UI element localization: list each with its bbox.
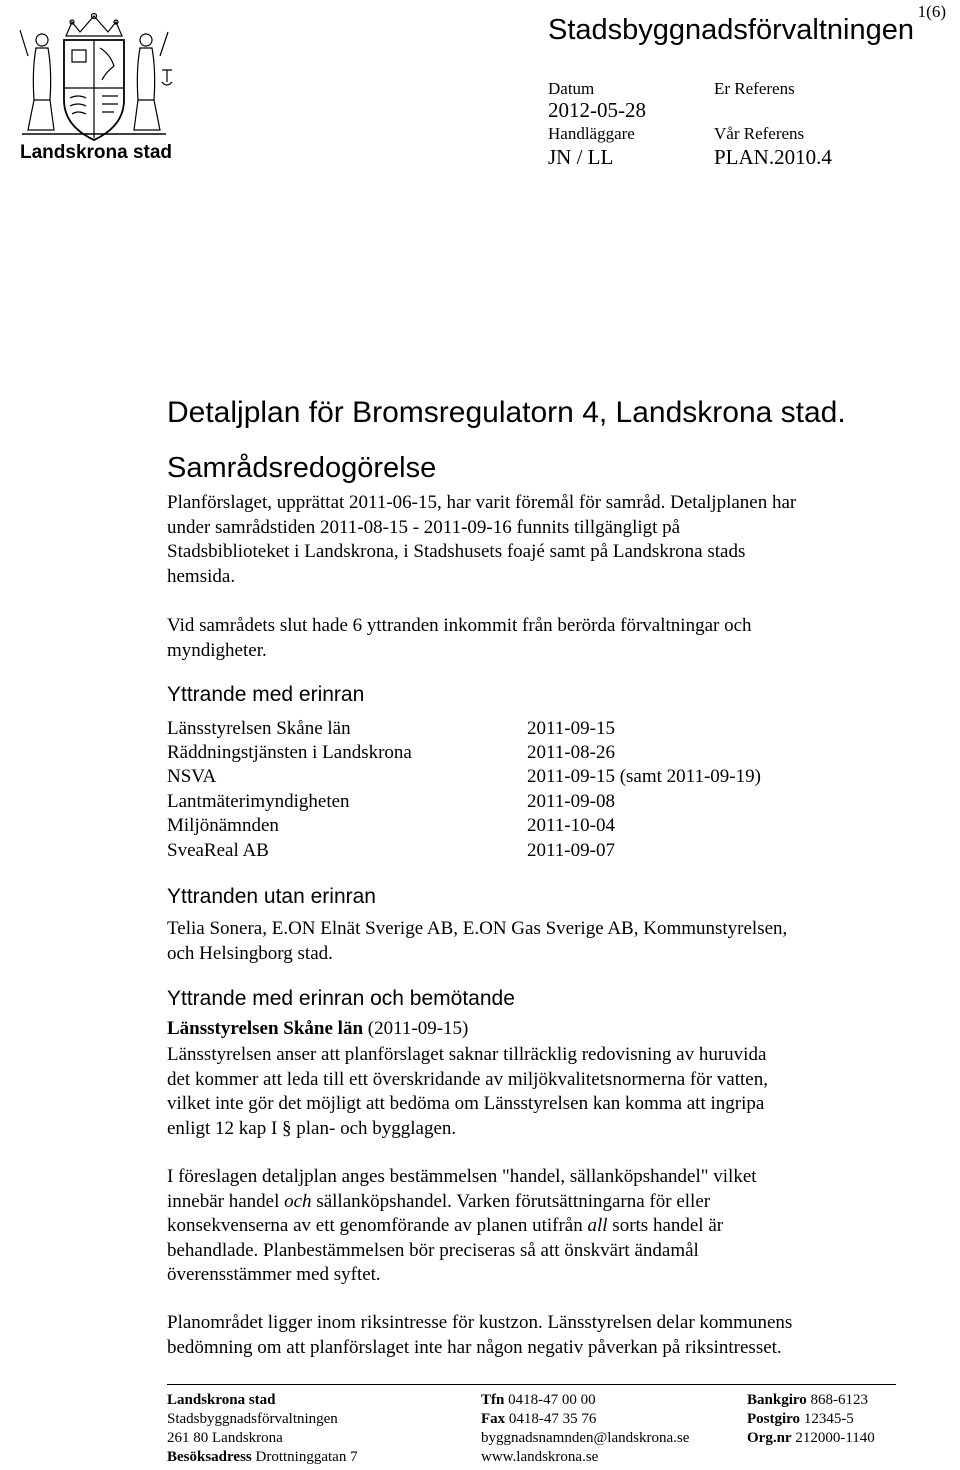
- footer-column-address: [167, 1391, 358, 1467]
- footer-postgiro-value: 12345-5: [800, 1411, 854, 1427]
- footer-bankgiro-value: 868-6123: [806, 1392, 868, 1408]
- text-line: behandlade. Planbestämmelsen bör preciseras så att önskvärt ändamål: [167, 1239, 699, 1261]
- page-number: 1(6): [917, 2, 946, 21]
- text-line: Planförslaget, upprättat 2011-06-15, har varit föremål för samråd. Detaljplanen har: [167, 492, 797, 513]
- row-name: SveaReal AB: [167, 840, 269, 861]
- var-referens-label: Vår Referens: [714, 124, 805, 143]
- text-line: och Helsingborg stad.: [167, 942, 333, 964]
- text-span: sällanköpshandel. Varken förutsättningarna för eller: [311, 1190, 711, 1212]
- text-line: hemsida.: [167, 565, 236, 587]
- text-line: I föreslagen detaljplan anges bestämmelsen "handel, sällanköpshandel" vilket: [167, 1166, 757, 1187]
- footer-org-name: Landskrona stad: [167, 1392, 276, 1408]
- bemotande-paragraph-1: [167, 1043, 867, 1141]
- text-span: innebär handel: [167, 1190, 285, 1212]
- bemotande-paragraph-3: [167, 1311, 867, 1360]
- datum-value: 2012-05-28: [548, 98, 646, 122]
- text-span: sorts handel är: [607, 1215, 724, 1236]
- handlaggare-label: Handläggare: [548, 124, 635, 143]
- department-name: Stadsbyggnadsförvaltningen: [548, 14, 914, 46]
- row-name: Lantmäterimyndigheten: [167, 791, 350, 812]
- row-name: Räddningstjänsten i Landskrona: [167, 742, 412, 763]
- bemotande-paragraph-2: [167, 1165, 867, 1288]
- city-logo: [14, 10, 174, 168]
- row-name: Länsstyrelsen Skåne län: [167, 718, 351, 739]
- document-title: Detaljplan för Bromsregulatorn 4, Landskrona stad.: [167, 396, 846, 429]
- footer-orgnr-label: Org.nr: [747, 1430, 792, 1446]
- list-item: [167, 766, 761, 788]
- text-line: överensstämmer med syftet.: [167, 1264, 381, 1285]
- footer-fax-value: 0418-47 35 76: [505, 1411, 597, 1427]
- footer-bankgiro-label: Bankgiro: [747, 1392, 807, 1408]
- text-line: Stadsbiblioteket i Landskrona, i Stadshusets foajé samt på Landskrona stads: [167, 541, 746, 562]
- text-line: Planområdet ligger inom riksintresse för kustzon. Länsstyrelsen delar kommunens: [167, 1312, 793, 1333]
- footer-postgiro-label: Postgiro: [747, 1411, 801, 1427]
- logo-text: Landskrona stad: [20, 142, 173, 163]
- row-date: 2011-09-15: [527, 718, 615, 739]
- text-line: Telia Sonera, E.ON Elnät Sverige AB, E.ON Gas Sverige AB, Kommunstyrelsen,: [167, 918, 788, 939]
- footer-orgnr-value: 212000-1140: [791, 1430, 875, 1446]
- footer-visit-label: Besöksadress: [167, 1449, 252, 1465]
- row-name: NSVA: [167, 766, 217, 787]
- text-line: Länsstyrelsen anser att planförslaget saknar tillräcklig redovisning av huruvida: [167, 1044, 767, 1065]
- section-heading-utan-erinran: Yttranden utan erinran: [167, 885, 376, 908]
- handlaggare-value: JN / LL: [548, 145, 614, 169]
- text-line: enligt 12 kap I § plan- och bygglagen.: [167, 1117, 457, 1139]
- list-item: [167, 742, 615, 764]
- footer-email-link[interactable]: byggnadsnamnden@landskrona.se: [481, 1430, 690, 1446]
- footer-dept: Stadsbyggnadsförvaltningen: [167, 1411, 338, 1427]
- text-line: bedömning om att planförslaget inte har någon negativ påverkan på riksintresset.: [167, 1336, 782, 1358]
- text-line: myndigheter.: [167, 639, 267, 661]
- row-date: 2011-10-04: [527, 815, 615, 836]
- row-date: 2011-09-15 (samt 2011-09-19): [527, 766, 761, 787]
- utan-erinran-paragraph: [167, 917, 867, 966]
- section-heading-erinran: Yttrande med erinran: [167, 683, 365, 706]
- text-line: vilket inte gör det möjligt att bedöma om Länsstyrelsen kan komma att ingripa: [167, 1093, 765, 1114]
- er-referens-label: Er Referens: [714, 79, 795, 98]
- row-date: 2011-09-08: [527, 791, 615, 812]
- text-line: under samrådstiden 2011-08-15 - 2011-09-16 funnits tillgängligt på: [167, 516, 681, 538]
- footer-city: 261 80 Landskrona: [167, 1430, 283, 1446]
- footer-divider: [167, 1384, 896, 1385]
- list-item: [167, 840, 615, 862]
- datum-label: Datum: [548, 79, 595, 98]
- subheading-bold: Länsstyrelsen Skåne län: [167, 1018, 364, 1039]
- subheading-lansstyrelsen: [167, 1018, 468, 1040]
- var-referens-value: PLAN.2010.4: [714, 145, 832, 169]
- list-item: [167, 815, 615, 837]
- intro-paragraph-2: [167, 614, 867, 663]
- text-line: Vid samrådets slut hade 6 yttranden inkommit från berörda förvaltningar och: [167, 615, 752, 636]
- list-item: [167, 791, 615, 813]
- italic-span: och: [284, 1190, 312, 1212]
- text-line: det kommer att leda till ett överskridande av miljökvalitetsnormerna för vatten,: [167, 1068, 768, 1090]
- list-item: [167, 718, 615, 740]
- text-line: [167, 1214, 867, 1239]
- footer-column-bank: [747, 1391, 875, 1448]
- row-name: Miljönämnden: [167, 815, 279, 836]
- italic-span: all: [587, 1215, 608, 1236]
- footer-tfn-label: Tfn: [481, 1392, 505, 1408]
- footer-fax-label: Fax: [481, 1411, 506, 1427]
- footer-visit-value: Drottninggatan 7: [251, 1449, 358, 1465]
- row-date: 2011-09-07: [527, 840, 615, 861]
- footer-column-contact: [481, 1391, 689, 1467]
- subheading-date: (2011-09-15): [363, 1018, 469, 1039]
- intro-paragraph-1: [167, 491, 867, 589]
- section-heading-bemotande: Yttrande med erinran och bemötande: [167, 987, 515, 1010]
- text-span: konsekvenserna av ett genomförande av planen utifrån: [167, 1215, 588, 1236]
- footer-tfn-value: 0418-47 00 00: [504, 1392, 596, 1408]
- footer-web-link[interactable]: www.landskrona.se: [481, 1449, 599, 1465]
- text-line: [167, 1190, 867, 1215]
- row-date: 2011-08-26: [527, 742, 615, 763]
- document-subtitle: Samrådsredogörelse: [167, 452, 437, 484]
